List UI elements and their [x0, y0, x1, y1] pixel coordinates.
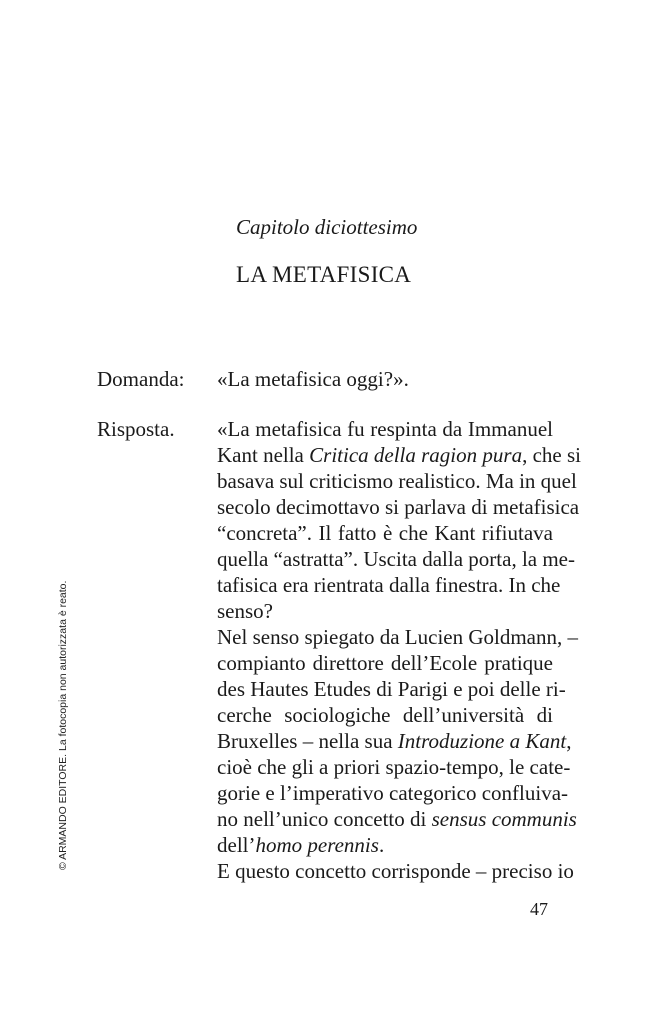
answer-line: des Hautes Etudes di Parigi e poi delle ri- — [217, 677, 566, 701]
answer-line: gorie e l’imperativo categorico confluiva- — [217, 781, 569, 805]
answer-speaker: Risposta. — [97, 417, 175, 441]
answer-line: quella “astratta”. Uscita dalla porta, la me- — [217, 547, 575, 571]
book-title: Introduzione a Kant — [397, 729, 567, 753]
book-title: Critica della ragion pura — [309, 443, 523, 467]
answer-line: Bruxelles – nella sua Introduzione a Kant, — [217, 729, 572, 753]
latin-term: sensus communis — [431, 807, 577, 831]
question-text: «La metafisica oggi?». — [217, 367, 409, 391]
answer-line: basava sul criticismo realistico. Ma in quel — [217, 469, 577, 493]
answer-line: Kant nella Critica della ragion pura, che si — [217, 443, 581, 467]
answer-line: Nel senso spiegato da Lucien Goldmann, – — [217, 625, 578, 649]
latin-term: homo perennis — [255, 833, 379, 857]
question-speaker: Domanda: — [97, 367, 185, 391]
answer-line: tafisica era rientrata dalla finestra. In che — [217, 573, 561, 597]
answer-line: compianto direttore dell’Ecole pratique — [217, 651, 553, 675]
chapter-label: Capitolo diciottesimo — [236, 215, 418, 239]
answer-line: “concreta”. Il fatto è che Kant rifiutava — [217, 521, 553, 545]
answer-line: cioè che gli a priori spazio-tempo, le cate- — [217, 755, 571, 779]
answer-line: no nell’unico concetto di sensus communis — [217, 807, 577, 831]
chapter-title: LA METAFISICA — [236, 262, 412, 287]
copyright-notice: © ARMANDO EDITORE. La fotocopia non autorizzata è reato. — [57, 580, 69, 870]
answer-line: cerche sociologiche dell’università di — [217, 703, 553, 727]
answer-line: «La metafisica fu respinta da Immanuel — [217, 417, 553, 441]
answer-line: senso? — [217, 599, 273, 623]
answer-line: secolo decimottavo si parlava di metafisica — [217, 495, 580, 519]
page-number: 47 — [530, 899, 548, 919]
answer-line: dell’homo perennis. — [217, 833, 385, 857]
answer-line: E questo concetto corrisponde – preciso io — [217, 859, 574, 883]
